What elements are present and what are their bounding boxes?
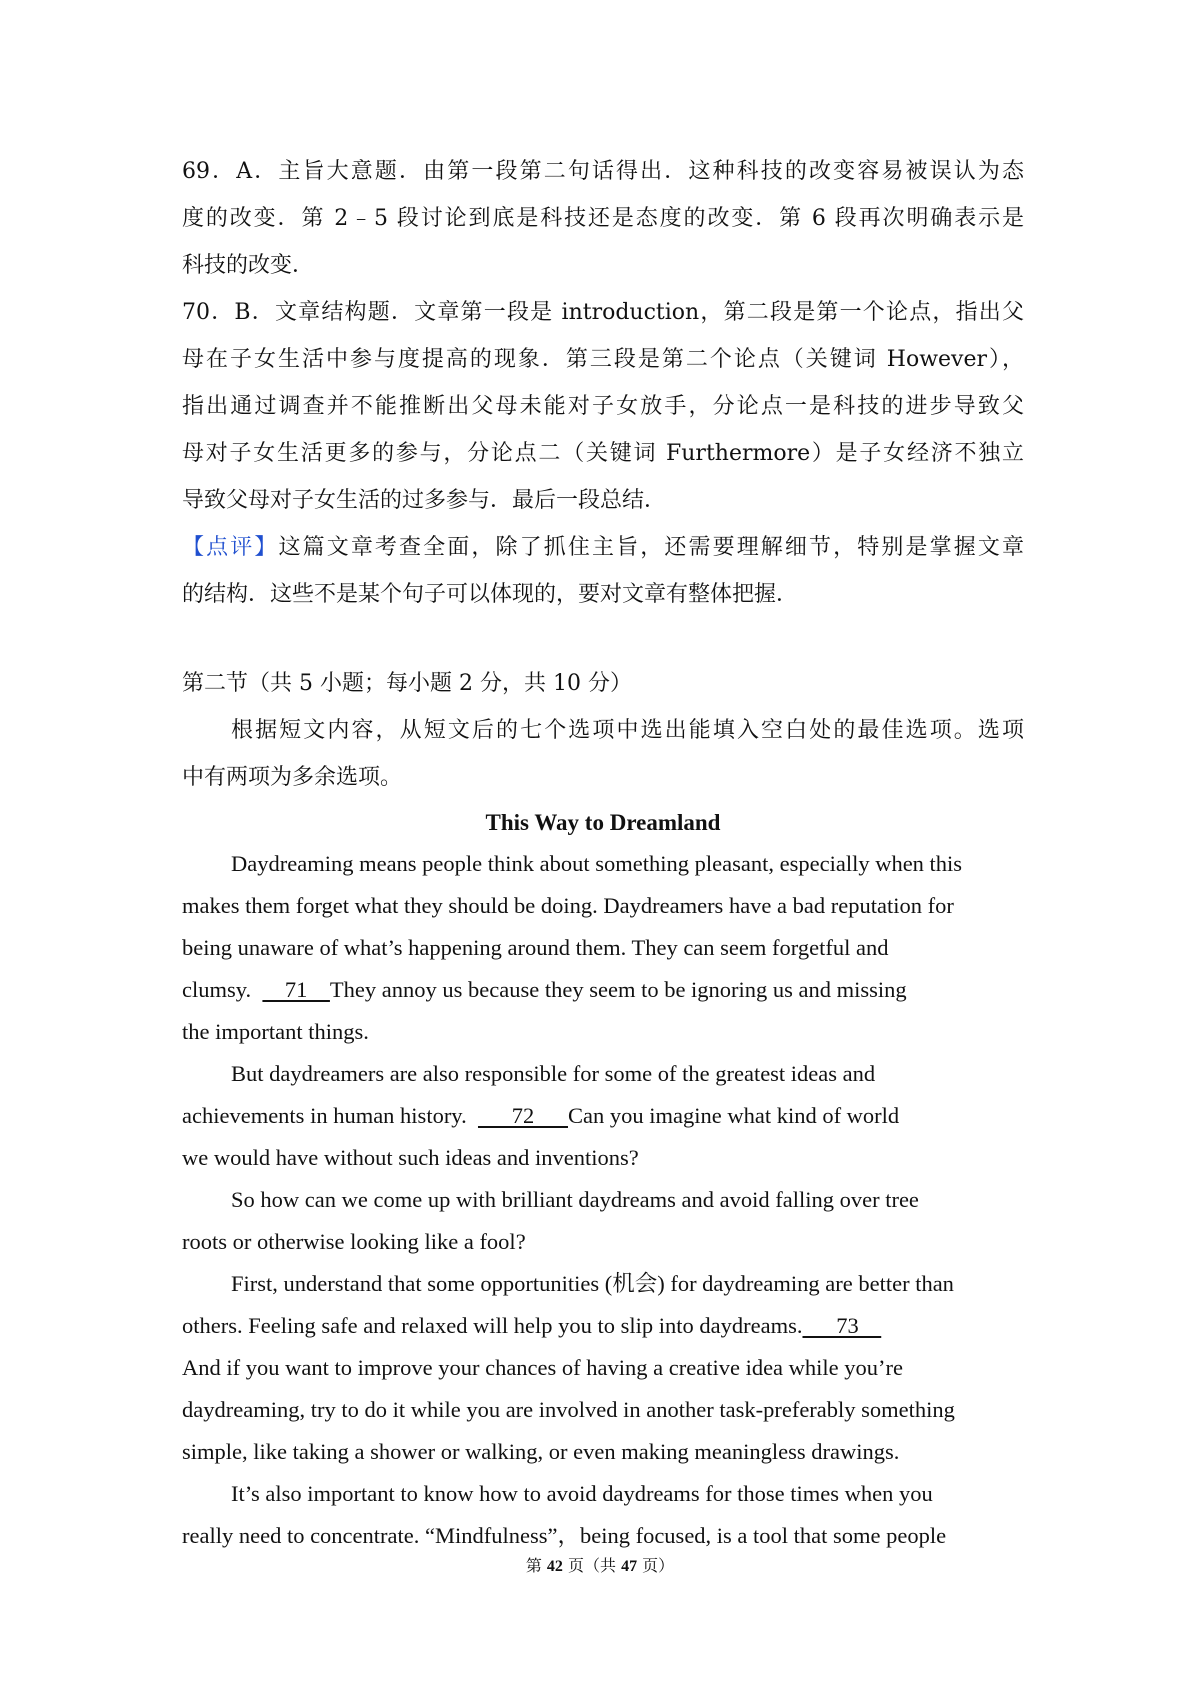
passage-line: makes them forget what they should be doing. Daydreamers have a bad reputation for <box>182 893 954 918</box>
passage-line: First, understand that some opportunities (机会) for daydreaming are better than <box>231 1271 954 1296</box>
passage-line: simple, like taking a shower or walking, or even making meaningless drawings. <box>182 1439 900 1464</box>
answer-line: 导致父母对子女生活的过多参与．最后一段总结． <box>182 488 667 513</box>
blank-73[interactable]: 73 <box>802 1313 882 1338</box>
passage-title: This Way to Dreamland <box>485 810 721 835</box>
passage-line: roots or otherwise looking like a fool? <box>182 1229 526 1254</box>
footer-text: 页） <box>637 1556 675 1575</box>
comment-line <box>182 524 1024 571</box>
passage-text: others. Feeling safe and relaxed will help you to slip into daydreams. <box>182 1313 803 1338</box>
answer-line: 母在子女生活中参与度提高的现象．第三段是第二个论点（关键词 However）， <box>182 347 1024 372</box>
answer-line: 度的改变．第 2﹣5 段讨论到底是科技还是态度的改变．第 6 段再次明确表示是 <box>182 206 1024 231</box>
passage-line: And if you want to improve your chances of having a creative idea while you’re <box>182 1355 903 1380</box>
page-number: 42 <box>546 1558 563 1575</box>
blank-71[interactable]: 71 <box>262 977 330 1002</box>
passage-text: They annoy us because they seem to be ignoring us and missing <box>329 977 907 1002</box>
passage-line: So how can we come up with brilliant daydreams and avoid falling over tree <box>231 1187 919 1212</box>
passage-line: It’s also important to know how to avoid daydreams for those times when you <box>231 1481 933 1506</box>
comment-block <box>182 524 1024 618</box>
passage-line: Daydreaming means people think about something pleasant, especially when this <box>231 851 963 876</box>
answer-line: 指出通过调查并不能推断出父母未能对子女放手，分论点一是科技的进步导致父 <box>182 394 1024 419</box>
answer-70 <box>182 289 1024 524</box>
blank-72[interactable]: 72 <box>477 1103 568 1128</box>
comment-line: 的结构．这些不是某个句子可以体现的，要对文章有整体把握． <box>182 582 799 607</box>
footer-text: 第 <box>525 1556 547 1575</box>
answer-69 <box>182 148 1024 289</box>
passage-line: we would have without such ideas and inventions? <box>182 1145 639 1170</box>
document-page <box>182 148 1024 1557</box>
passage-text: clumsy. <box>182 977 263 1002</box>
section-heading: 第二节（共 5 小题；每小题 2 分，共 10 分） <box>182 671 632 696</box>
comment-text: 这篇文章考查全面，除了抓住主旨，还需要理解细节，特别是掌握文章 <box>278 535 1024 560</box>
passage-line: being unaware of what’s happening around them. They can seem forgetful and <box>182 935 889 960</box>
passage-line <box>182 969 1024 1011</box>
section-spacer <box>182 618 1024 660</box>
answer-line: 70．B．文章结构题．文章第一段是 introduction，第二段是第一个论点，指出父 <box>182 300 1024 325</box>
footer-text: 页（共 <box>562 1556 622 1575</box>
answer-line: 69．A．主旨大意题．由第一段第二句话得出．这种科技的改变容易被误认为态 <box>182 159 1024 184</box>
answer-line: 母对子女生活更多的参与，分论点二（关键词 Furthermore）是子女经济不独立 <box>182 441 1024 466</box>
passage-line: But daydreamers are also responsible for some of the greatest ideas and <box>231 1061 876 1086</box>
comment-label: 【点评】 <box>182 535 279 560</box>
total-pages: 47 <box>621 1558 638 1575</box>
passage-text: achievements in human history. <box>182 1103 478 1128</box>
passage-line: really need to concentrate. “Mindfulness”，being focused, is a tool that some people <box>182 1523 947 1548</box>
passage-body <box>182 843 1024 1557</box>
instruction-line: 中有两项为多余选项。 <box>182 765 403 790</box>
passage-line: daydreaming, try to do it while you are involved in another task-preferably something <box>182 1397 955 1422</box>
passage-text: Can you imagine what kind of world <box>567 1103 900 1128</box>
passage-line: the important things. <box>182 1019 369 1044</box>
instruction-line: 根据短文内容，从短文后的七个选项中选出能填入空白处的最佳选项。选项 <box>231 718 1024 743</box>
page-footer <box>0 1553 1200 1576</box>
answer-line: 科技的改变． <box>182 253 315 278</box>
passage-line <box>182 1095 1024 1137</box>
passage-line <box>182 1305 1024 1347</box>
